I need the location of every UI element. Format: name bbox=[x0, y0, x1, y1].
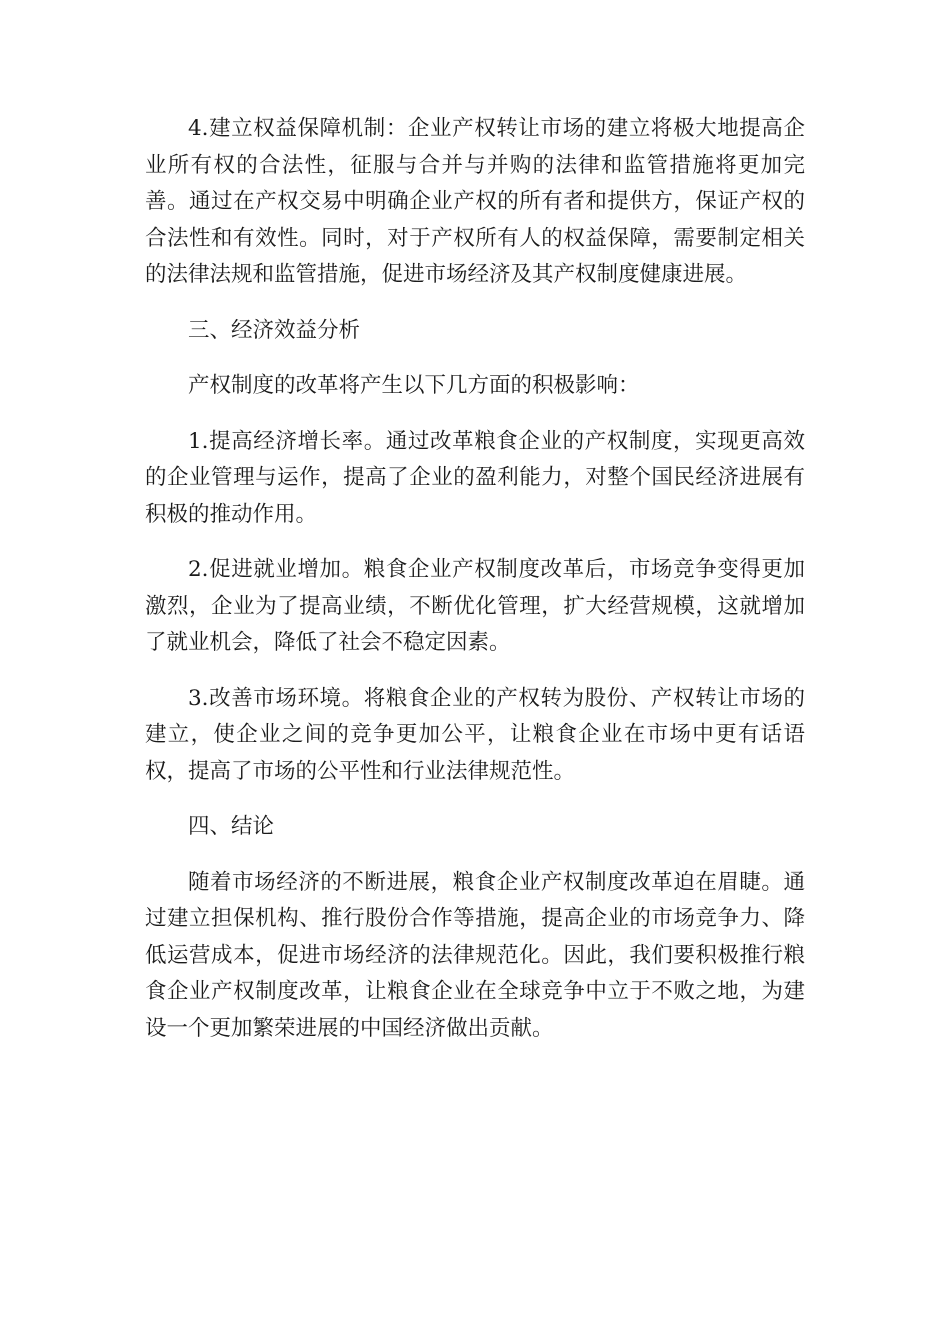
paragraph-conclusion: 随着市场经济的不断进展，粮食企业产权制度改革迫在眉睫。通过建立担保机构、推行股份合作等措施，提高企业的市场竞争力、降低运营成本，促进市场经济的法律规范化。因此，我们要积极推行粮食企业产权制度改革，让粮食企业在全球竞争中立于不败之地，为建设一个更加繁荣进展的中国经济做出贡献。 bbox=[145, 869, 805, 1041]
section-heading-economic-benefits: 三、经济效益分析 bbox=[188, 317, 361, 343]
section-heading-conclusion: 四、结论 bbox=[188, 814, 275, 839]
paragraph-rights-protection: 4.建立权益保障机制：企业产权转让市场的建立将极大地提高企业所有权的合法性，征服与合并与并购的法律和监管措施将更加完善。通过在产权交易中明确企业产权的所有者和提供方，保证产权的合法性和有效性。同时，对于产权所有人的权益保障，需要制定相关的法律法规和监管措施，促进市场经济及其产权制度健康进展。 bbox=[145, 116, 805, 287]
paragraph-growth-rate: 1.提高经济增长率。通过改革粮食企业的产权制度，实现更高效的企业管理与运作，提高了企业的盈利能力，对整个国民经济进展有积极的推动作用。 bbox=[145, 428, 805, 527]
document-page bbox=[145, 111, 805, 1066]
paragraph-intro-effects: 产权制度的改革将产生以下几方面的积极影响： bbox=[188, 373, 640, 398]
paragraph-market-environment: 3.改善市场环境。将粮食企业的产权转为股份、产权转让市场的建立，使企业之间的竞争更加公平，让粮食企业在市场中更有话语权，提高了市场的公平性和行业法律规范性。 bbox=[145, 685, 805, 784]
paragraph-employment: 2.促进就业增加。粮食企业产权制度改革后，市场竞争变得更加激烈，企业为了提高业绩，不断优化管理，扩大经营规模，这就增加了就业机会，降低了社会不稳定因素。 bbox=[145, 557, 805, 655]
